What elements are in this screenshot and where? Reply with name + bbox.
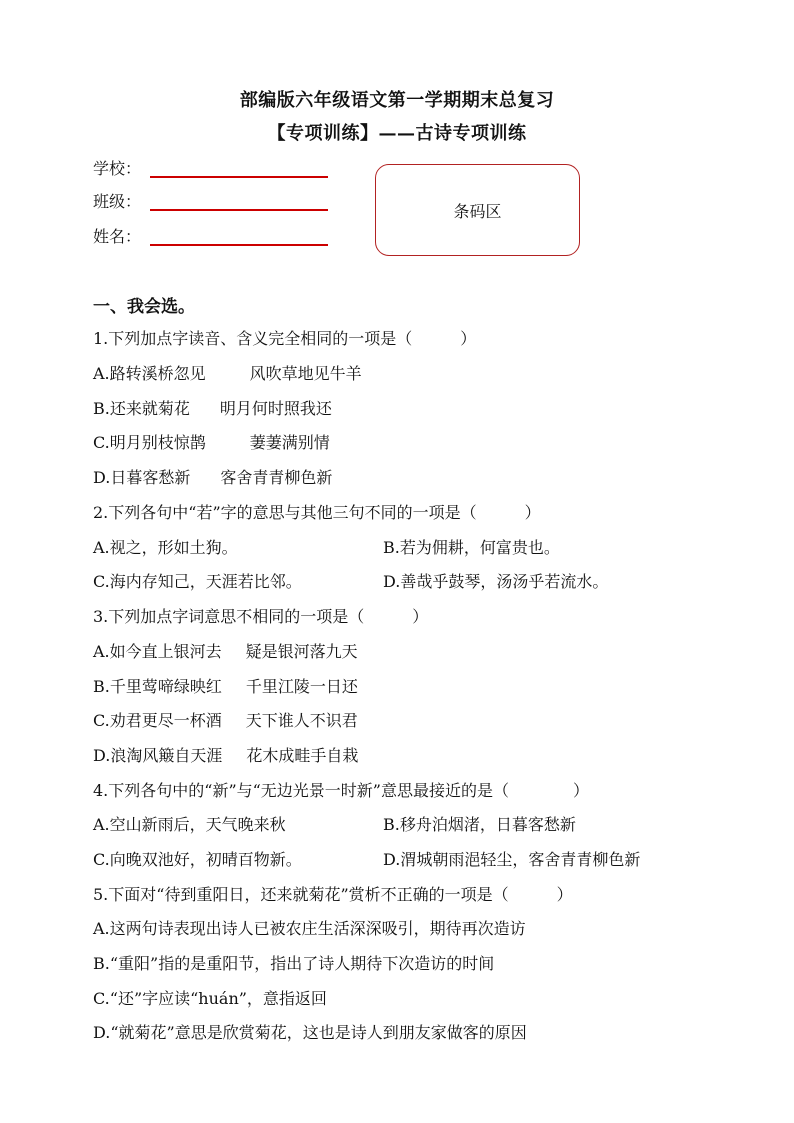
school-blank-line[interactable] bbox=[150, 176, 328, 178]
option-text: 萋萋满别情 bbox=[249, 433, 330, 452]
question-3-option-c bbox=[93, 710, 358, 732]
question-4-stem: 4.下列各句中的“新”与“无边光景一时新”意思最接近的是（ ） bbox=[93, 781, 589, 800]
class-label: 班级： bbox=[93, 192, 142, 211]
option-text: A.路转溪桥忽见 bbox=[93, 364, 206, 383]
name-label: 姓名： bbox=[93, 227, 142, 246]
question-5-option-c: C.“还”字应读“huán”，意指返回 bbox=[93, 989, 327, 1008]
question-3-option-a bbox=[93, 641, 358, 663]
option-text: A.如今直上银河去 bbox=[93, 642, 222, 661]
barcode-area bbox=[375, 164, 580, 256]
option-text: D.日暮客愁新 bbox=[93, 468, 191, 487]
option-c: C.海内存知己，天涯若比邻。 bbox=[93, 572, 302, 591]
option-b: B.若为佣耕，何富贵也。 bbox=[383, 538, 560, 557]
option-b: B.移舟泊烟渚，日暮客愁新 bbox=[383, 815, 576, 834]
page-title: 部编版六年级语文第一学期期末总复习 bbox=[239, 90, 555, 111]
name-field bbox=[93, 227, 149, 247]
option-text: 风吹草地见牛羊 bbox=[249, 364, 362, 383]
question-1-option-c bbox=[93, 432, 330, 454]
option-text: 花木成畦手自栽 bbox=[246, 746, 359, 765]
name-blank-line[interactable] bbox=[150, 244, 328, 246]
option-a: A.视之，形如土狗。 bbox=[93, 538, 238, 557]
question-5-option-a: A.这两句诗表现出诗人已被农庄生活深深吸引，期待再次造访 bbox=[93, 919, 526, 938]
option-text: 疑是银河落九天 bbox=[245, 642, 358, 661]
question-1-option-a bbox=[93, 363, 362, 385]
class-blank-line[interactable] bbox=[150, 209, 328, 211]
question-5-option-d: D.“就菊花”意思是欣赏菊花，这也是诗人到朋友家做客的原因 bbox=[93, 1023, 527, 1042]
option-text: D.浪淘风簸自天涯 bbox=[93, 746, 223, 765]
question-1-stem: 1.下列加点字读音、含义完全相同的一项是（ ） bbox=[93, 329, 477, 348]
option-d: D.渭城朝雨浥轻尘，客舍青青柳色新 bbox=[383, 850, 641, 869]
option-text: 明月何时照我还 bbox=[219, 399, 332, 418]
question-4-row-2 bbox=[93, 849, 703, 871]
option-a: A.空山新雨后，天气晚来秋 bbox=[93, 815, 286, 834]
question-5-option-b: B.“重阳”指的是重阳节，指出了诗人期待下次造访的时间 bbox=[93, 954, 495, 973]
question-2-row-1 bbox=[93, 537, 703, 559]
barcode-label: 条码区 bbox=[453, 201, 502, 221]
class-field bbox=[93, 192, 149, 212]
school-label: 学校： bbox=[93, 159, 142, 178]
question-3-option-b bbox=[93, 676, 358, 698]
question-5-stem: 5.下面对“待到重阳日，还来就菊花”赏析不正确的一项是（ ） bbox=[93, 885, 573, 904]
question-1-option-d bbox=[93, 467, 332, 489]
question-3-option-d bbox=[93, 745, 358, 767]
section-title: 一、我会选。 bbox=[93, 297, 195, 317]
option-text: 客舍青青柳色新 bbox=[220, 468, 333, 487]
option-text: C.劝君更尽一杯酒 bbox=[93, 711, 222, 730]
option-c: C.向晚双池好，初晴百物新。 bbox=[93, 850, 302, 869]
option-text: B.千里莺啼绿映红 bbox=[93, 677, 222, 696]
question-1-option-b bbox=[93, 398, 332, 420]
question-2-stem: 2.下列各句中“若”字的意思与其他三句不同的一项是（ ） bbox=[93, 503, 541, 522]
question-2-row-2 bbox=[93, 571, 703, 593]
school-field bbox=[93, 159, 149, 179]
option-text: 千里江陵一日还 bbox=[245, 677, 358, 696]
option-text: 天下谁人不识君 bbox=[245, 711, 358, 730]
question-4-row-1 bbox=[93, 814, 703, 836]
page-subtitle: 【专项训练】——古诗专项训练 bbox=[267, 123, 527, 144]
option-d: D.善哉乎鼓琴，汤汤乎若流水。 bbox=[383, 572, 609, 591]
option-text: B.还来就菊花 bbox=[93, 399, 190, 418]
option-text: C.明月别枝惊鹊 bbox=[93, 433, 206, 452]
question-3-stem: 3.下列加点字词意思不相同的一项是（ ） bbox=[93, 607, 429, 626]
